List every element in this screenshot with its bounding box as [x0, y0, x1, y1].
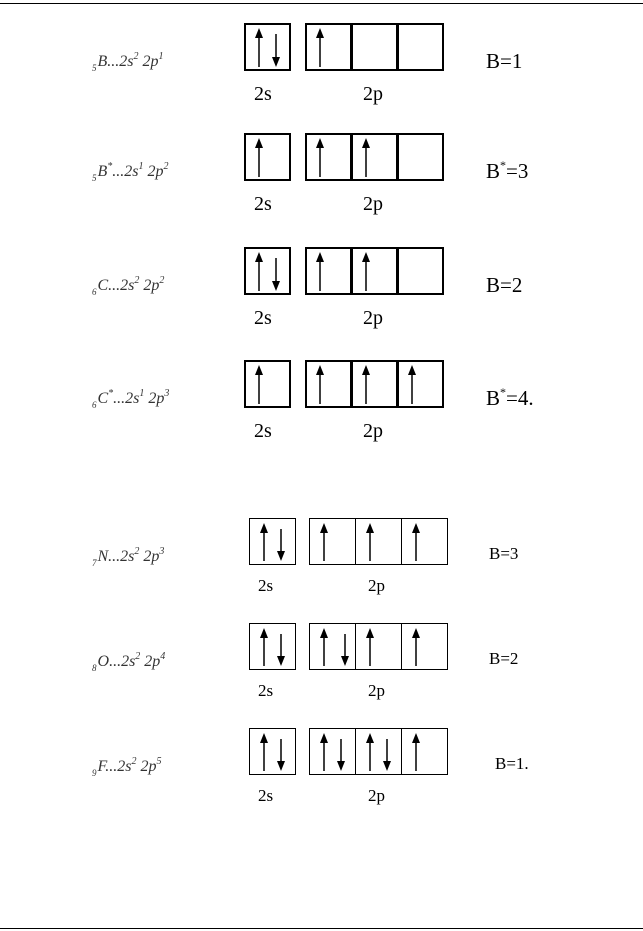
valence-value: B=3 [489, 544, 519, 563]
spin-up-arrow [412, 523, 420, 561]
arrow-layer [0, 623, 643, 670]
s-sublevel-label: 2s [258, 576, 274, 595]
p-sublevel-label: 2p [363, 307, 383, 329]
bottom-rule [0, 928, 643, 929]
p-orbital-box-3 [397, 23, 444, 71]
p-term: 2p [140, 758, 157, 775]
spin-up-arrow [412, 628, 420, 666]
orbital-row-bstar [0, 133, 643, 233]
atomic-number: 5 [92, 63, 97, 73]
orbital-row-f [0, 728, 643, 828]
spin-up-arrow [408, 365, 416, 404]
s-exponent: 2 [131, 756, 137, 767]
orbital-row-o [0, 623, 643, 723]
p-sublevel-label: 2p [368, 786, 385, 805]
element-symbol: N [97, 548, 109, 565]
orbital-row-cstar [0, 360, 643, 460]
ellipsis: ...2s [105, 758, 132, 775]
arrow-layer [0, 518, 643, 565]
ellipsis: ...2s [109, 653, 136, 670]
spin-up-arrow [412, 733, 420, 771]
valence-value: B=1 [486, 49, 523, 73]
element-symbol: B [97, 163, 108, 180]
excited-star: * [107, 161, 113, 172]
orbital-row-b [0, 23, 643, 123]
p-sublevel-label: 2p [368, 681, 385, 700]
s-sublevel-label: 2s [254, 420, 272, 442]
p-sublevel-label: 2p [363, 193, 383, 215]
s-sublevel-label: 2s [258, 786, 274, 805]
element-symbol: O [97, 653, 110, 670]
ellipsis: ...2s [107, 53, 134, 70]
atomic-number: 5 [92, 173, 97, 183]
arrow-layer [0, 360, 643, 408]
element-symbol: C [97, 277, 109, 294]
s-exponent: 1 [139, 388, 145, 399]
valence-value: B*=4. [486, 385, 534, 410]
orbital-row-n [0, 518, 643, 618]
p-term: 2p [144, 653, 161, 670]
p-exponent: 3 [159, 546, 165, 557]
atomic-number: 6 [92, 287, 97, 297]
arrow-layer [0, 133, 643, 181]
valence-value: B=2 [486, 273, 523, 297]
p-sublevel-label: 2p [363, 83, 383, 105]
s-exponent: 2 [134, 275, 140, 286]
ellipsis: ...2s [108, 277, 135, 294]
p-orbital-box-2 [351, 23, 398, 71]
p-sublevel-label: 2p [363, 420, 383, 442]
p-sublevel-label: 2p [368, 576, 385, 595]
spin-up-arrow [316, 28, 324, 67]
arrow-layer [0, 23, 643, 71]
atomic-number: 6 [92, 400, 97, 410]
p-orbital-box-3 [397, 133, 444, 181]
p-exponent: 4 [160, 651, 166, 662]
element-symbol: F [97, 758, 106, 775]
p-exponent: 3 [164, 388, 170, 399]
atomic-number: 8 [92, 663, 97, 673]
s-sublevel-label: 2s [254, 83, 272, 105]
top-rule [0, 3, 643, 4]
spin-up-arrow [362, 252, 370, 291]
ellipsis: ...2s [108, 548, 135, 565]
orbital-row-c [0, 247, 643, 347]
excited-star: * [108, 388, 114, 399]
ellipsis: ...2s [113, 390, 140, 407]
spin-up-arrow [362, 138, 370, 177]
arrow-layer [0, 247, 643, 295]
s-exponent: 2 [133, 51, 139, 62]
valence-value: B=2 [489, 649, 519, 668]
p-term: 2p [143, 277, 160, 294]
s-exponent: 1 [138, 161, 144, 172]
p-orbital-box-3 [397, 247, 444, 295]
element-symbol: B [97, 53, 108, 70]
s-exponent: 2 [134, 546, 140, 557]
valence-value: B*=3 [486, 158, 529, 183]
atomic-number: 9 [92, 768, 97, 778]
s-sublevel-label: 2s [254, 193, 272, 215]
p-term: 2p [148, 390, 165, 407]
p-term: 2p [142, 53, 159, 70]
element-symbol: C [97, 390, 109, 407]
s-exponent: 2 [135, 651, 141, 662]
p-exponent: 2 [159, 275, 165, 286]
valence-value: B=1. [495, 754, 529, 773]
p-term: 2p [143, 548, 160, 565]
arrow-layer [0, 728, 643, 775]
p-exponent: 1 [158, 51, 164, 62]
ellipsis: ...2s [112, 163, 139, 180]
s-sublevel-label: 2s [258, 681, 274, 700]
p-exponent: 2 [163, 161, 169, 172]
atomic-number: 7 [92, 558, 97, 568]
p-exponent: 5 [156, 756, 162, 767]
s-sublevel-label: 2s [254, 307, 272, 329]
p-term: 2p [147, 163, 164, 180]
